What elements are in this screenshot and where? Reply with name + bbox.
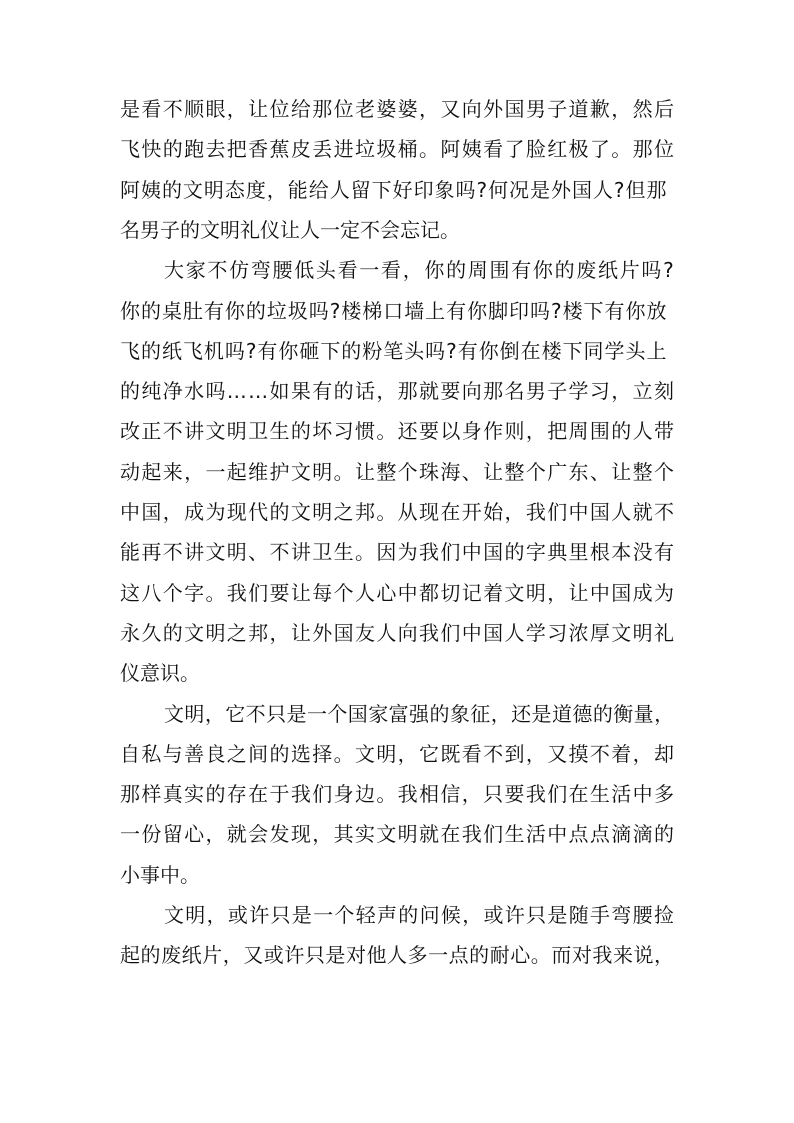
text-line: 大家不仿弯腰低头看一看，你的周围有你的废纸片吗?: [164, 258, 676, 283]
text-line: 飞的纸飞机吗?有你砸下的粉笔头吗?有你倒在楼下同学头上: [120, 338, 668, 363]
text-line: 这八个字。我们要让每个人心中都切记着文明，让中国成为: [120, 580, 676, 605]
text-line: 飞快的跑去把香蕉皮丢进垃圾桶。阿姨看了脸红极了。那位: [120, 137, 676, 162]
text-line: 中国，成为现代的文明之邦。从现在开始，我们中国人就不: [120, 500, 676, 524]
text-line: 永久的文明之邦，让外国友人向我们中国人学习浓厚文明礼: [120, 620, 676, 645]
text-line: 文明，或许只是一个轻声的问候，或许只是随手弯腰捡: [164, 903, 676, 927]
text-line: 名男子的文明礼仪让人一定不会忘记。: [120, 217, 460, 242]
text-line: 那样真实的存在于我们身边。我相信，只要我们在生活中多: [120, 782, 676, 807]
text-line: 动起来，一起维护文明。让整个珠海、让整个广东、让整个: [120, 459, 676, 484]
text-line: 小事中。: [120, 862, 200, 887]
text-line: 能再不讲文明、不讲卫生。因为我们中国的字典里根本没有: [120, 540, 676, 565]
text-line: 一份留心，就会发现，其实文明就在我们生活中点点滴滴的: [120, 822, 676, 847]
text-line: 起的废纸片，又或许只是对他人多一点的耐心。而对我来说，: [120, 943, 675, 968]
text-line: 阿姨的文明态度，能给人留下好印象吗?何况是外国人?但那: [120, 177, 668, 202]
text-line: 自私与善良之间的选择。文明，它既看不到，又摸不着，却: [120, 741, 676, 766]
text-line: 你的桌肚有你的垃圾吗?楼梯口墙上有你脚印吗?楼下有你放: [120, 298, 668, 323]
text-line: 文明，它不只是一个国家富强的象征，还是道德的衡量，: [164, 701, 675, 726]
text-line: 是看不顺眼，让位给那位老婆婆，又向外国男子道歉，然后: [120, 97, 676, 121]
text-line: 的纯净水吗……如果有的话，那就要向那名男子学习，立刻: [120, 379, 676, 404]
text-line: 仪意识。: [120, 661, 200, 686]
text-line: 改正不讲文明卫生的坏习惯。还要以身作则，把周围的人带: [120, 419, 676, 444]
